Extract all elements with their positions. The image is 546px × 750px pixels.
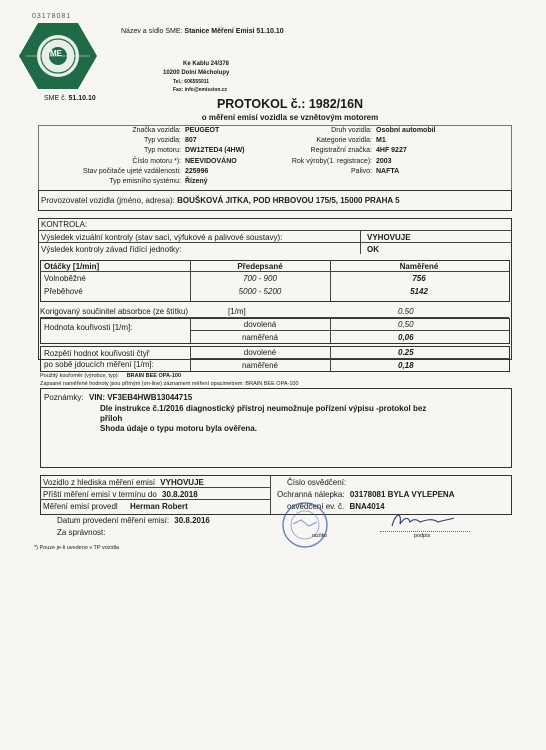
signature-caption: podpis — [414, 533, 431, 539]
meter-note: Zapsané naměřené hodnoty jsou přímým (on-line) záznamem měření opacimetrem: BRAIN BEE OPA-100 — [40, 381, 299, 387]
spread-measured-label: naměřené — [241, 361, 279, 370]
vehicle-right-label: Rok výroby(1. registrace): — [291, 157, 372, 165]
stamp-icon — [279, 500, 331, 550]
vehicle-left-label: Typ vozidla: — [144, 137, 181, 145]
address-line1: Ke Kablu 24/378 — [183, 61, 230, 67]
operator-label: Provozovatel vozidla (jméno, adresa): — [41, 196, 175, 205]
tel-line: Tel.: 606555011 — [173, 79, 210, 85]
certificate-label: Číslo osvědčení: — [287, 478, 347, 487]
visual-check-label: Výsledek vizuální kontroly (stav sací, výfukové a palivové soustavy): — [41, 233, 283, 242]
rpm-row-prescribed: 700 - 900 — [243, 274, 277, 283]
operator-line — [41, 196, 400, 205]
notes-line-3: příloh — [100, 414, 123, 423]
coef-unit: [1/m] — [228, 307, 246, 316]
protocol-subtitle: o měření emisí vozidla se vznětovým motorem — [201, 113, 379, 122]
meter-label: Použitý kouřoměr (výrobce, typ): — [40, 373, 120, 379]
notes-line-2: Dle instrukce č.1/2016 diagnostický přístroj neumožnuje pořízení výpisu -protokol bez — [100, 404, 427, 413]
vehicle-left-label: Typ motoru: — [144, 147, 181, 155]
logo-text: ME — [50, 49, 62, 58]
vehicle-right-label: Druh vozidla: — [331, 127, 372, 134]
sme-label: SME č. — [44, 95, 67, 102]
ev-number-value: BNA4014 — [349, 502, 385, 511]
serial-number: 03178081 — [32, 13, 72, 20]
measurement-date-line — [57, 516, 210, 525]
sme-value: 51.10.10 — [68, 95, 96, 102]
vehicle-left-value: 807 — [185, 137, 197, 145]
vehicle-left-label: Značka vozidla: — [132, 127, 181, 134]
opacity-allowed-label: dovolená — [243, 320, 277, 329]
signature-icon — [388, 508, 458, 532]
rpm-row-label: Volnoběžné — [44, 274, 86, 283]
rpm-header-label: Otáčky [1/min] — [44, 262, 100, 271]
vehicle-right-value: M1 — [376, 137, 386, 145]
sticker-label: Ochranná nálepka: — [277, 490, 345, 499]
rpm-header-prescribed: Předepsané — [237, 262, 283, 271]
vehicle-right-label: Registrační značka: — [310, 147, 372, 155]
coef-value: 0.50 — [398, 307, 414, 316]
next-inspection-value: 30.8.2018 — [162, 490, 198, 499]
correctness-label: Za správnost: — [57, 528, 106, 537]
meter-line — [40, 373, 181, 379]
vehicle-right-value: 4HF 9227 — [376, 147, 407, 155]
spread-label-2: po sobě jdoucích měření [1/m]: — [44, 360, 154, 369]
station-name: Stanice Měření Emisí 51.10.10 — [184, 28, 284, 35]
vehicle-right-label: Palivo: — [350, 167, 372, 175]
sme-number — [44, 95, 96, 102]
spread-label-1: Rozpětí hodnot kouřivosti čtyř — [44, 349, 150, 358]
ecu-check-label: Výsledek kontroly závad řídící jednotky: — [41, 245, 182, 254]
measurement-date-value: 30.8.2016 — [174, 516, 210, 525]
opacity-allowed-value: 0,50 — [398, 320, 414, 329]
ecu-check-value: OK — [367, 245, 379, 254]
meter-value: BRAIN BEE OPA-100 — [126, 373, 182, 379]
visual-check-value: VYHOVUJE — [367, 233, 411, 242]
vehicle-left-value: PEUGEOT — [185, 127, 220, 134]
inspector-label: Měření emisí provedl — [43, 502, 118, 511]
sticker-value: 03178081 BYLA VYLEPENA — [349, 490, 455, 499]
ev-number-label: osvědčení ev. č. — [287, 502, 345, 511]
protocol-title: PROTOKOL č.: 1982/16N — [216, 97, 364, 111]
control-heading: KONTROLA: — [41, 220, 88, 229]
address-line2: 10200 Dolní Měcholupy — [163, 70, 230, 76]
vehicle-right-label: Kategorie vozidla: — [316, 137, 372, 145]
notes-label: Poznámky: — [44, 393, 84, 402]
vehicle-left-value: DW12TED4 (4HW) — [185, 147, 245, 155]
inspector-line — [43, 502, 188, 511]
rpm-row-label: Přeběhové — [44, 287, 83, 296]
verdict-line — [43, 478, 204, 487]
verdict-label: Vozidlo z hlediska měření emisí — [43, 478, 156, 487]
stamp-caption: razítko — [312, 533, 328, 539]
rpm-row-measured: 5142 — [410, 287, 428, 296]
notes-line-4: Shoda údaje o typu motoru byla ověřena. — [100, 424, 257, 433]
verdict-value: VYHOVUJE — [160, 478, 204, 487]
opacity-measured-label: naměřená — [241, 333, 279, 342]
coef-label: Korigovaný součinitel absorbce (ze štítku) — [40, 307, 189, 316]
vehicle-right-value: Osobní automobil — [376, 127, 436, 134]
vehicle-right-value: NAFTA — [376, 167, 400, 175]
spread-allowed-label: dovolené — [243, 348, 277, 357]
sticker-line — [277, 490, 454, 499]
rpm-row-prescribed: 5000 - 5200 — [238, 287, 282, 296]
station-label: Název a sídlo SME: — [121, 28, 183, 35]
operator-value: BOUŠKOVÁ JITKA, POD HRBOVOU 175/5, 15000 PRAHA 5 — [177, 196, 400, 205]
fax-line: Fax: info@emission.cz — [173, 87, 228, 93]
station-line — [121, 28, 284, 35]
measurement-date-label: Datum provedení měření emisí: — [57, 516, 170, 525]
vehicle-left-value: 225996 — [185, 167, 209, 175]
vehicle-left-label: Číslo motoru *): — [132, 157, 181, 165]
notes-line-1: VIN: VF3EB4HWB13044715 — [89, 393, 193, 402]
vehicle-left-value: NEEVIDOVÁNO — [185, 157, 237, 165]
vehicle-left-label: Stav počitače ujeté vzdálenosti: — [82, 167, 181, 175]
vehicle-left-value: Řízený — [185, 178, 208, 185]
vehicle-left-label: Typ emisního systému: — [109, 178, 181, 185]
rpm-row-measured: 756 — [412, 274, 426, 283]
next-inspection-label: Příští měření emisí v termínu do — [43, 490, 157, 499]
opacity-label: Hodnota kouřivosti [1/m]: — [44, 323, 133, 332]
inspector-value: Herman Robert — [129, 502, 188, 511]
rpm-header-measured: Naměřené — [399, 262, 439, 271]
spread-measured-value: 0,18 — [398, 361, 414, 370]
next-inspection-line — [43, 490, 198, 499]
footnote: *) Pouze je-li uvedeno v TP vozidla — [34, 545, 120, 551]
vehicle-right-value: 2003 — [376, 157, 392, 165]
spread-allowed-value: 0.25 — [398, 348, 414, 357]
opacity-measured-value: 0,06 — [398, 333, 414, 342]
